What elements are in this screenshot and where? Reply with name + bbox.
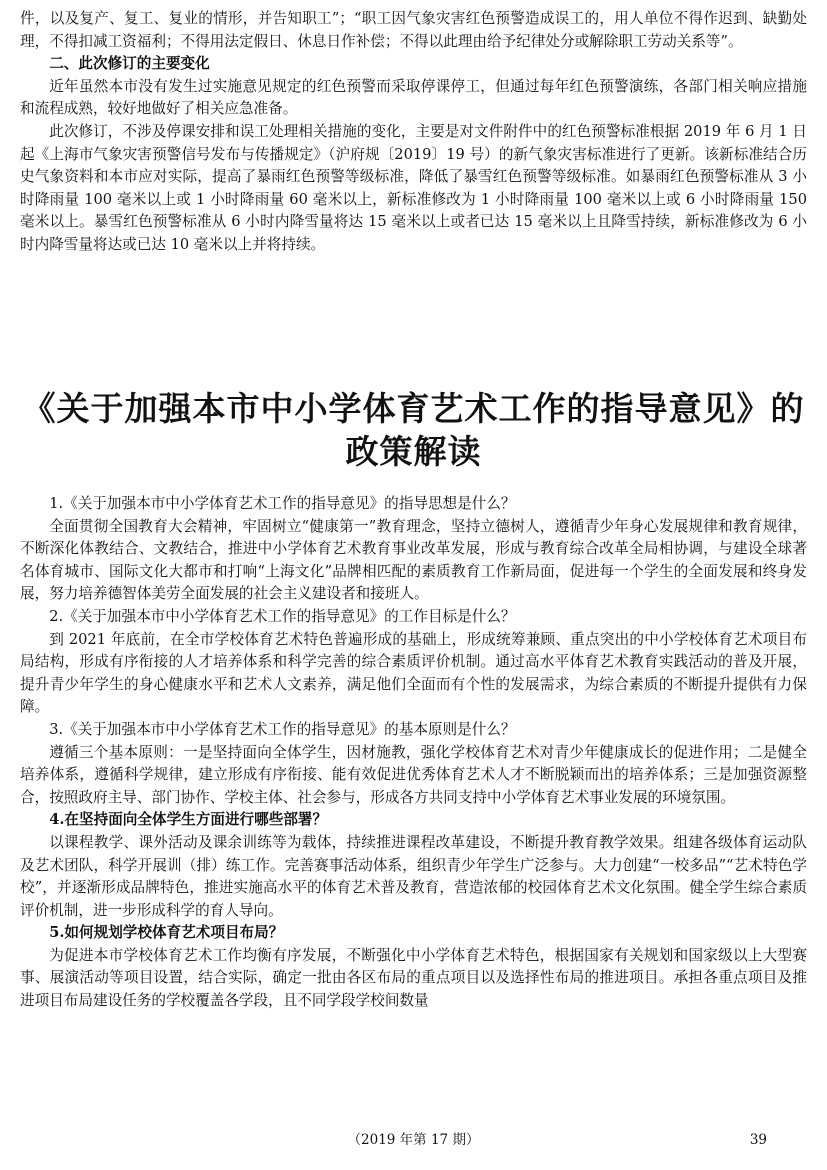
issue-label: （2019 年第 17 期） [347,1132,480,1148]
question-3: 3.《关于加强本市中小学体育艺术工作的指导意见》的基本原则是什么？ [49,720,516,738]
article-title-line-2: 政策解读 [345,432,482,471]
question-2: 2.《关于加强本市中小学体育艺术工作的指导意见》的工作目标是什么？ [49,607,516,625]
page-number: 39 [749,1132,767,1148]
question-1: 1.《关于加强本市中小学体育艺术工作的指导意见》的指导思想是什么？ [49,495,516,512]
question-5: 5.如何规划学校体育艺术项目布局？ [49,924,284,942]
paragraph-continuation: 件，以及复产、复工、复业的情形，并告知职工”；“职工因气象灾害红色预警造成误工的，用人单位不得作迟到、缺勤处理，不得扣减工资福利；不得用法定假日、休息日作补偿；不得以此理由给予纪律处分或解除职工劳动关系等”。 [20,10,807,50]
paragraph: 此次修订，不涉及停课安排和误工处理相关措施的变化，主要是对文件附件中的红色预警标准根据 2019 年 6 月 1 日起《上海市气象灾害预警信号发布与传播规定》（沪府规〔2019〕19 号）的新气象灾害标准进行了更新。该新标准结合历史气象资料和本市应对实际，提高了暴雨红色预警等级标准，降低了暴雪红色预警等级标准。如暴雨红色预警标准从 3 小时降雨量 100 毫米以上或 1 小时降雨量 60 毫米以上，新标准修改为 1 小时降雨量 100 毫米以上或 6 小时降雨量 150 毫米以上。暴雪红色预警标准从 6 小时内降雪量将达 15 毫米以上或者已达 15 毫米以上且降雪持续，新标准修改为 6 小时内降雪量将达或已达 10 毫米以上并将持续。 [20,122,807,253]
section-heading: 二、此次修订的主要变化 [49,55,210,73]
previous-article-continuation [20,8,807,257]
answer-3: 遵循三个基本原则：一是坚持面向全体学生，因材施教，强化学校体育艺术对青少年健康成长的促进作用；二是健全培养体系，遵循科学规律，建立形成有序衔接、能有效促进优秀体育艺术人才不断脱颖而出的培养体系；三是加强资源整合，按照政府主导、部门协作、学校主体、社会参与，形成各方共同支持中小学体育艺术事业发展的环境氛围。 [20,743,807,806]
question-4: 4.在坚持面向全体学生方面进行哪些部署？ [49,811,328,829]
answer-4: 以课程教学、课外活动及课余训练等为载体，持续推进课程改革建设，不断提升教育教学效果。组建各级体育运动队及艺术团队，科学开展训（排）练工作。完善赛事活动体系，组织青少年学生广泛参与。大力创建“一校多品”“艺术特色学校”，并逐渐形成品牌特色，推进实施高水平的体育艺术普及教育，营造浓郁的校园体育艺术文化氛围。健全学生综合素质评价机制，进一步形成科学的育人导向。 [20,833,807,919]
paragraph: 近年虽然本市没有发生过实施意见规定的红色预警而采取停课停工，但通过每年红色预警演练，各部门相关响应措施和流程成熟，较好地做好了相关应急准备。 [20,77,807,118]
answer-2: 到 2021 年底前，在全市学校体育艺术特色普遍形成的基础上，形成统筹兼顾、重点突出的中小学校体育艺术项目布局结构，形成有序衔接的人才培养体系和科学完善的综合素质评价机制。通过高水平体育艺术教育实践活动的普及开展，提升青少年学生的身心健康水平和艺术人文素养，满足他们全面而有个性的发展需求，为综合素质的不断提升提供有力保障。 [20,630,807,716]
policy-interpretation-body [20,493,807,1013]
article-title-line-1: 《关于加强本市中小学体育艺术工作的指导意见》的 [22,389,805,428]
article-title [10,387,817,473]
answer-5: 为促进本市学校体育艺术工作均衡有序发展，不断强化中小学体育艺术特色，根据国家有关规划和国家级以上大型赛事、展演活动等项目设置，结合实际，确定一批由各区布局的重点项目以及选择性布局的推进项目。承担各重点项目及推进项目布局建设任务的学校覆盖各学段，且不同学段学校间数量 [20,946,807,1010]
answer-1: 全面贯彻全国教育大会精神，牢固树立“健康第一”教育理念，坚持立德树人，遵循青少年身心发展规律和教育规律，不断深化体教结合、文教结合，推进中小学体育艺术教育事业改革发展，形成与教育综合改革全局相协调，与建设全球著名体育城市、国际文化大都市和打响“上海文化”品牌相匹配的素质教育工作新局面，促进每一个学生的全面发展和终身发展，努力培养德智体美劳全面发展的社会主义建设者和接班人。 [20,517,807,603]
page-footer [0,1130,827,1154]
